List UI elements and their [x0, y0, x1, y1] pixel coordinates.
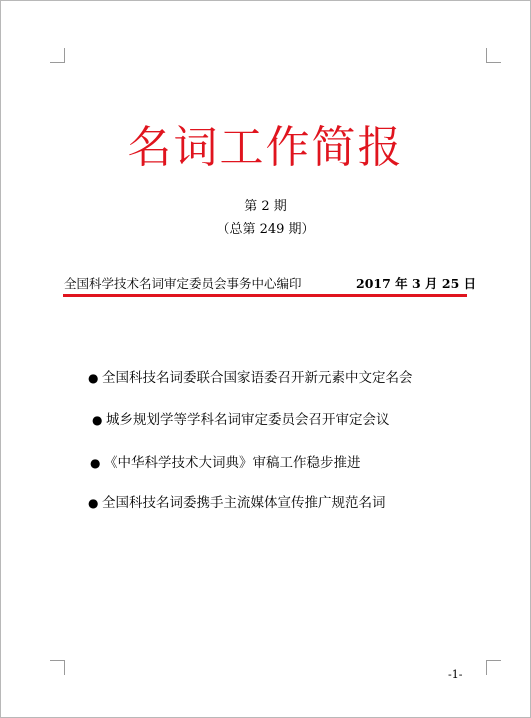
headline-text: 城乡规划学等学科名词审定委员会召开审定会议 [106, 412, 390, 428]
bullet-icon: ● [88, 496, 99, 510]
bullet-icon: ● [90, 456, 101, 470]
bullet-icon: ● [92, 413, 103, 427]
headline-text: 全国科技名词委联合国家语委召开新元素中文定名会 [102, 370, 413, 386]
headline-item[interactable] [88, 493, 386, 513]
margin-crop-mark-bottom-left [50, 660, 65, 675]
red-divider-rule [63, 294, 467, 297]
publish-date: 2017 年 3 月 25 日 [356, 276, 477, 291]
issue-number: 第 2 期 [244, 199, 287, 214]
headline-item[interactable] [88, 368, 413, 388]
bullet-icon: ● [88, 371, 99, 385]
bulletin-title: 名词工作简报 [127, 122, 404, 173]
page-number: -1- [448, 668, 463, 681]
margin-crop-mark-bottom-right [486, 660, 501, 675]
headline-text: 全国科技名词委携手主流媒体宣传推广规范名词 [102, 495, 386, 511]
margin-crop-mark-top-left [50, 48, 65, 63]
editor-organization: 全国科学技术名词审定委员会事务中心编印 [64, 276, 302, 291]
issue-total-number: （总第 249 期） [216, 222, 315, 237]
headline-text: 《中华科学技术大词典》审稿工作稳步推进 [104, 455, 361, 471]
headline-item[interactable] [92, 410, 390, 430]
headline-item[interactable] [90, 453, 361, 473]
margin-crop-mark-top-right [486, 48, 501, 63]
